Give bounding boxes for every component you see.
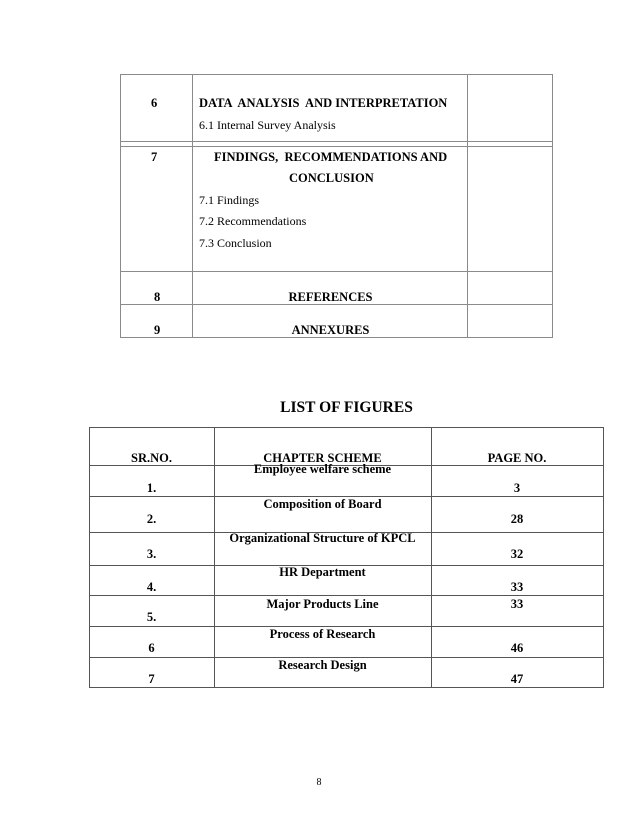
figure-page-no: 3 [513,481,521,495]
table-rule [120,146,553,147]
table-rule [120,74,121,338]
contents-row-title: FINDINGS, RECOMMENDATIONS AND [214,150,448,164]
figure-title: Composition of Board [263,497,382,511]
figure-page-no: 46 [510,641,524,655]
figure-sr-no: 7 [148,672,155,686]
contents-subsection: 7.3 Conclusion [199,236,272,250]
contents-row-title-continued: CONCLUSION [289,171,374,185]
contents-subsection: 7.1 Findings [199,193,260,207]
table-rule [120,271,553,272]
figure-title: Process of Research [269,627,376,641]
figure-page-no: 28 [510,512,524,526]
contents-row-number: 8 [154,290,161,304]
contents-subsection: 7.2 Recommendations [199,214,307,228]
table-rule [552,74,553,338]
figure-title: Organizational Structure of KPCL [229,531,416,545]
figure-sr-no: 1. [146,481,157,495]
figure-page-no: 47 [510,672,524,686]
figure-sr-no: 4. [146,580,157,594]
figures-header-page: PAGE NO. [487,451,547,465]
contents-row-title: REFERENCES [288,290,373,304]
figure-title: HR Department [279,565,366,579]
contents-row-number: 6 [151,96,158,110]
figure-title: Major Products Line [266,597,379,611]
figure-sr-no: 3. [146,547,157,561]
figure-page-no: 33 [510,597,524,611]
table-rule [120,141,553,142]
figure-title: Employee welfare scheme [253,462,392,476]
contents-row-number: 7 [151,150,158,164]
table-rule [603,427,604,688]
figure-sr-no: 2. [146,512,157,526]
page-number: 8 [316,777,322,788]
contents-row-title: ANNEXURES [291,323,370,337]
table-rule [89,687,604,688]
table-rule [120,74,553,75]
contents-row-title: DATA ANALYSIS AND INTERPRETATION [199,96,448,110]
figure-sr-no: 6 [148,641,155,655]
contents-subsection: 6.1 Internal Survey Analysis [199,118,336,132]
table-rule [89,427,604,428]
figures-header-scheme: CHAPTER SCHEME [263,451,382,465]
figure-title: Research Design [278,658,367,672]
figure-page-no: 33 [510,580,524,594]
figures-header-sr: SR.NO. [131,451,172,465]
figure-page-no: 32 [510,547,524,561]
figure-sr-no: 5. [146,610,157,624]
contents-row-number: 9 [154,323,161,337]
figures-heading: LIST OF FIGURES [280,399,413,416]
